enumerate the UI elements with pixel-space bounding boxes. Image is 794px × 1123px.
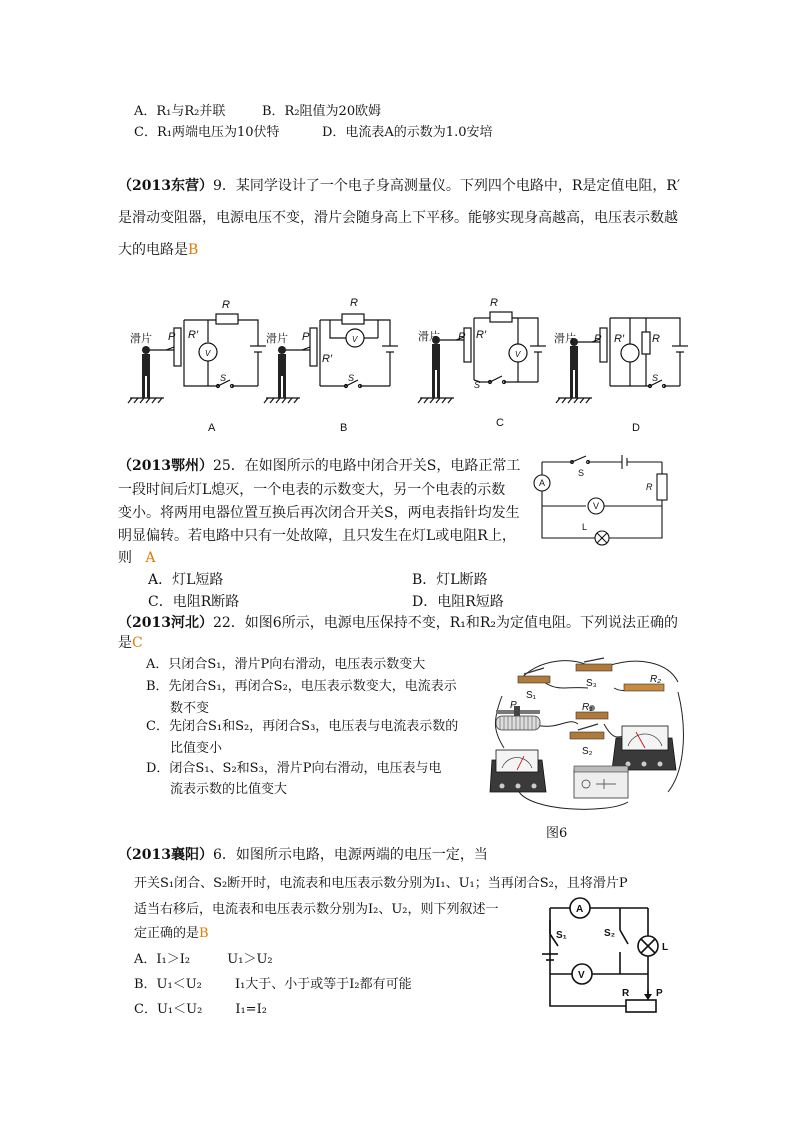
q25-lamp-label: L — [582, 522, 588, 532]
q22-option-b2: 数不变 — [170, 701, 210, 716]
label-v-a: V — [205, 349, 211, 358]
q25-option-c: C．电阻R断路 — [148, 594, 240, 610]
q6-answer: B — [199, 926, 209, 941]
label-r-b: R — [350, 297, 358, 309]
label-circuit-d: D — [632, 422, 640, 434]
switch-s2 — [570, 724, 604, 739]
label-r-a: R — [222, 299, 230, 311]
label-v-b: V — [352, 335, 358, 344]
q25-ammeter-label: A — [539, 478, 546, 488]
q22-figure-caption: 图6 — [546, 826, 568, 841]
q6-option-b: B．U₁＜U₂ I₁大于、小于或等于I₂都有可能 — [134, 977, 412, 992]
q6-circuit-diagram — [536, 890, 686, 1018]
battery-box — [574, 766, 628, 798]
voltmeter — [612, 726, 676, 770]
q6-lamp-label: L — [662, 942, 669, 953]
q22-s1-label: S₁ — [526, 690, 537, 701]
label-s-b: S — [348, 373, 355, 383]
q22-option-c1: C．先闭合S₁和S₂，再闭合S₃，电压表与电流表示数的 — [146, 719, 459, 734]
q22-option-d2: 流表示数的比值变大 — [170, 782, 288, 797]
q9-answer: B — [188, 242, 199, 258]
rheostat — [496, 706, 540, 730]
q8-option-c: C．R₁两端电压为10伏特 — [134, 125, 280, 140]
q25-resistor-label: R — [646, 482, 653, 492]
person-a — [142, 346, 150, 398]
q9-line3: 大的电路是B — [118, 242, 199, 258]
label-circuit-b: B — [340, 422, 348, 434]
q6-option-c: C．U₁＜U₂ I₁=I₂ — [134, 1002, 267, 1017]
q22-answer: C — [132, 635, 143, 651]
person-b — [278, 346, 286, 398]
q25-line4: 明显偏转。若电路中只有一处故障，且只发生在灯L或电阻R上， — [118, 528, 516, 544]
q9-circuit-diagrams — [124, 290, 704, 440]
q25-option-b: B．灯L断路 — [412, 572, 488, 588]
q25-line3: 变小。将两用电器位置互换后再次闭合开关S，两电表指针均发生 — [118, 505, 520, 521]
q6-resistor-label: R — [622, 988, 630, 999]
q8-option-a: A．R₁与R₂并联 — [134, 104, 226, 119]
label-r-d: R — [652, 333, 660, 345]
label-slider-b: 滑片 — [266, 333, 288, 345]
q25-line1: （2013鄂州）25．在如图所示的电路中闭合开关S，电路正常工 — [118, 458, 521, 474]
q22-line2: 是C — [118, 635, 143, 651]
resistor-r2-board — [624, 684, 664, 691]
q6-option-a: A．I₁＞I₂ U₁＞U₂ — [134, 952, 273, 967]
q25-option-a: A．灯L短路 — [148, 572, 224, 588]
q22-option-c2: 比值变小 — [170, 741, 223, 756]
q8-option-d: D．电流表A的示数为1.0安培 — [322, 125, 493, 140]
switch-s1 — [518, 668, 550, 683]
label-slider-c: 滑片 — [418, 331, 440, 343]
ammeter — [490, 750, 546, 792]
q22-r2-label: R₂ — [650, 674, 662, 685]
q6-s1-label: S₁ — [556, 930, 567, 941]
q22-option-b1: B．先闭合S₁，再闭合S₂，电压表示数变大，电流表示 — [146, 679, 457, 694]
label-p-b: P — [302, 331, 310, 343]
q22-r1-label: R₁ — [582, 702, 593, 713]
label-p-c: P — [458, 331, 466, 343]
label-rprime-d: R′ — [614, 333, 625, 345]
label-circuit-c: C — [496, 417, 504, 429]
q6-line4: 定正确的是B — [134, 926, 209, 941]
label-s-d: S — [652, 373, 659, 383]
person-c — [432, 336, 440, 398]
q25-switch-label: S — [578, 468, 585, 478]
q22-line1: （2013河北）22．如图6所示，电源电压保持不变，R₁和R₂为定值电阻。下列说法正确的 — [118, 615, 678, 631]
q22-option-d1: D．闭合S₁、S₂和S₃，滑片P向右滑动，电压表与电 — [146, 761, 442, 776]
q6-p-label: P — [656, 988, 663, 999]
label-rprime-a: R′ — [188, 329, 199, 341]
q22-s3-label: S₃ — [586, 678, 597, 689]
q25-option-d: D．电阻R短路 — [412, 594, 504, 610]
q6-line1: （2013襄阳）6．如图所示电路，电源两端的电压一定，当 — [118, 847, 488, 863]
q25-tag: （2013鄂州） — [118, 458, 213, 474]
label-p-a: P — [168, 331, 176, 343]
switch-s3 — [576, 658, 612, 671]
label-r-c: R — [490, 297, 498, 309]
q9-line1: （2013东营）9．某同学设计了一个电子身高测量仪。下列四个电路中，R是定值电阻，R′ — [118, 178, 681, 194]
q9-tag: （2013东营） — [118, 178, 213, 194]
q8-option-b: B．R₂阻值为20欧姆 — [262, 104, 382, 119]
q22-p-label: P — [510, 700, 517, 711]
q9-line2: 是滑动变阻器，电源电压不变，滑片会随身高上下平移。能够实现身高越高，电压表示数越 — [118, 210, 678, 226]
label-s-c: S — [474, 380, 481, 390]
q6-line3: 适当右移后，电流表和电压表示数分别为I₂、U₂，则下列叙述一 — [134, 902, 499, 917]
q25-answer: A — [145, 550, 156, 566]
label-s-a: S — [220, 373, 227, 383]
q6-s2-label: S₂ — [604, 928, 616, 939]
q25-line2: 一段时间后灯L熄灭，一个电表的示数变大，另一个电表的示数 — [118, 482, 506, 498]
q25-circuit-diagram — [528, 452, 678, 550]
q22-s2-label: S₂ — [582, 746, 593, 757]
q22-tag: （2013河北） — [118, 615, 213, 631]
q6-voltmeter-label: V — [578, 970, 585, 981]
q6-tag: （2013襄阳） — [118, 847, 213, 863]
label-slider-d: 滑片 — [554, 333, 576, 345]
label-rprime-c: R′ — [476, 329, 487, 341]
label-circuit-a: A — [208, 422, 216, 434]
label-rprime-b: R′ — [322, 353, 333, 365]
label-v-c: V — [515, 350, 521, 359]
q22-apparatus-figure — [488, 652, 690, 818]
q6-ammeter-label: A — [576, 904, 584, 915]
q25-line5: 则 A — [118, 550, 156, 566]
label-p-d: P — [594, 333, 602, 345]
q6-line2: 开关S₁闭合、S₂断开时，电流表和电压表示数分别为I₁、U₁；当再闭合S₂，且将滑片P — [134, 876, 628, 891]
q22-option-a: A．只闭合S₁，滑片P向右滑动，电压表示数变大 — [146, 657, 426, 672]
q25-voltmeter-label: V — [593, 501, 600, 511]
label-slider-a: 滑片 — [130, 333, 152, 345]
person-d — [570, 338, 578, 398]
